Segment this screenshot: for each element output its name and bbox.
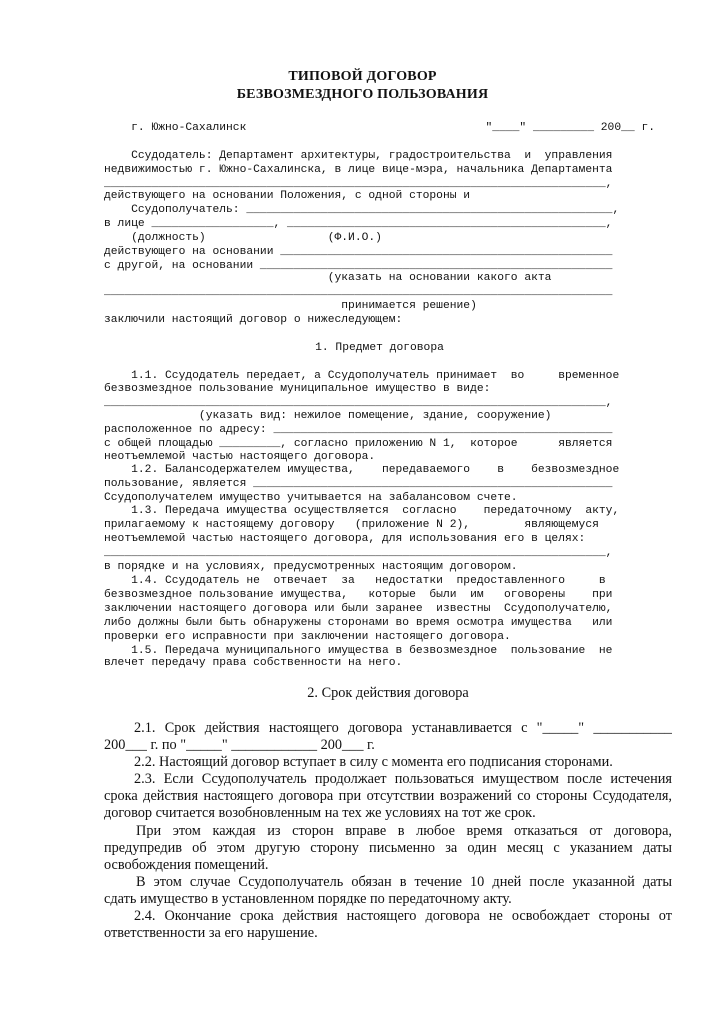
section-1-line: в порядке и на условиях, предусмотренных настоящим договором. [104, 561, 518, 573]
section-1-line: неотъемлемой частью настоящего договора. [104, 451, 376, 463]
clause-2-1-line: 200___ г. по "_____" ____________ 200___ г. [104, 737, 375, 753]
clause-2-3-paragraph-line: предупредив об этом другую сторону письменно за один месяц с указанием даты [104, 840, 672, 856]
section-1-line: 1.5. Передача муниципального имущества в безвозмездное пользование не [104, 645, 613, 657]
section-1-line: безвозмездное пользование имущества, которые были им оговорены при [104, 589, 613, 601]
parties-line: Ссудодатель: Департамент архитектуры, градостроительства и управления [104, 150, 613, 162]
section-1-line: неотъемлемой частью настоящего договора, для использования его в целях: [104, 533, 586, 545]
clause-2-4-line: ответственности за его нарушение. [104, 925, 318, 941]
section-1-line: расположенное по адресу: __________________________________________________ [104, 424, 613, 436]
parties-caption: (указать на основании какого акта [104, 272, 552, 284]
header-date: "____" _________ 200__ г. [485, 122, 655, 134]
parties-line: действующего на основании _________________________________________________ [104, 246, 613, 258]
parties-caption: (должность) (Ф.И.О.) [104, 232, 382, 244]
section-1-line: с общей площадью _________, согласно приложению N 1, которое является [104, 438, 613, 450]
clause-2-3-line: 2.3. Если Ссудополучатель продолжает пользоваться имуществом после истечения [134, 771, 672, 787]
document-title-line-1: ТИПОВОЙ ДОГОВОР [288, 69, 437, 84]
section-1-line: либо должны были быть обнаружены сторонами во время осмотра имущества или [104, 617, 613, 629]
section-1-line: 1.3. Передача имущества осуществляется согласно передаточному акту, [104, 505, 620, 517]
section-1-line: 1.2. Балансодержателем имущества, передаваемого в безвозмездное [104, 464, 620, 476]
clause-2-2: 2.2. Настоящий договор вступает в силу с момента его подписания сторонами. [134, 754, 613, 770]
parties-line: с другой, на основании ____________________________________________________ [104, 260, 613, 272]
section-1-line: пользование, является _____________________________________________________ [104, 478, 613, 490]
parties-line: действующего на основании Положения, с одной стороны и [104, 190, 471, 202]
clause-2-3-paragraph-line: освобождения помещений. [104, 857, 269, 873]
section-1-line: 1.4. Ссудодатель не отвечает за недостатки предоставленного в [104, 575, 606, 587]
section-1-line: прилагаемому к настоящему договору (приложение N 2), являющемуся [104, 519, 599, 531]
section-2-heading: 2. Срок действия договора [307, 685, 469, 701]
section-1-line: безвозмездное пользование муниципальное имущество в виде: [104, 383, 491, 395]
document-title-line-2: БЕЗВОЗМЕЗДНОГО ПОЛЬЗОВАНИЯ [236, 87, 489, 102]
section-1-line: заключении настоящего договора или были заранее известны Ссудополучателю, [104, 603, 613, 615]
section-1-caption: (указать вид: нежилое помещение, здание, сооружение) [104, 410, 552, 422]
section-1-line: проверки его исправности при заключении настоящего договора. [104, 631, 511, 643]
parties-line: недвижимостью г. Южно-Сахалинска, в лице вице-мэра, начальника Департамента [104, 164, 613, 176]
parties-line: ___________________________________________________________________________ [104, 286, 613, 298]
clause-2-3-paragraph-line: В этом случае Ссудополучатель обязан в течение 10 дней после указанной даты [136, 874, 672, 890]
clause-2-3-line: срока действия настоящего договора при отсутствии возражений со стороны Ссудодателя, [104, 788, 672, 804]
header-city: г. Южно-Сахалинск [104, 122, 247, 134]
parties-line: __________________________________________________________________________, [104, 178, 613, 190]
parties-line: заключили настоящий договор о нижеследующем: [104, 314, 403, 326]
parties-caption: принимается решение) [104, 300, 477, 312]
section-1-line: влечет передачу права собственности на него. [104, 657, 403, 669]
clause-2-3-line: договор считается возобновленным на тех же условиях на тот же срок. [104, 805, 536, 821]
parties-line: Ссудополучатель: ______________________________________________________, [104, 204, 620, 216]
section-1-line: Ссудополучателем имущество учитывается на забалансовом счете. [104, 492, 518, 504]
parties-line: в лице __________________, _______________________________________________, [104, 218, 613, 230]
clause-2-3-paragraph-line: При этом каждая из сторон вправе в любое время отказаться от договора, [136, 823, 672, 839]
section-1-heading: 1. Предмет договора [315, 342, 444, 354]
clause-2-1-line: 2.1. Срок действия настоящего договора устанавливается с "_____" ___________ [134, 720, 672, 736]
section-1-line: __________________________________________________________________________, [104, 547, 613, 559]
clause-2-3-paragraph-line: сдать имущество в установленном порядке по передаточному акту. [104, 891, 512, 907]
section-1-line: __________________________________________________________________________, [104, 397, 613, 409]
clause-2-4-line: 2.4. Окончание срока действия настоящего договора не освобождает стороны от [134, 908, 672, 924]
section-1-line: 1.1. Ссудодатель передает, а Ссудополучатель принимает во временное [104, 370, 620, 382]
